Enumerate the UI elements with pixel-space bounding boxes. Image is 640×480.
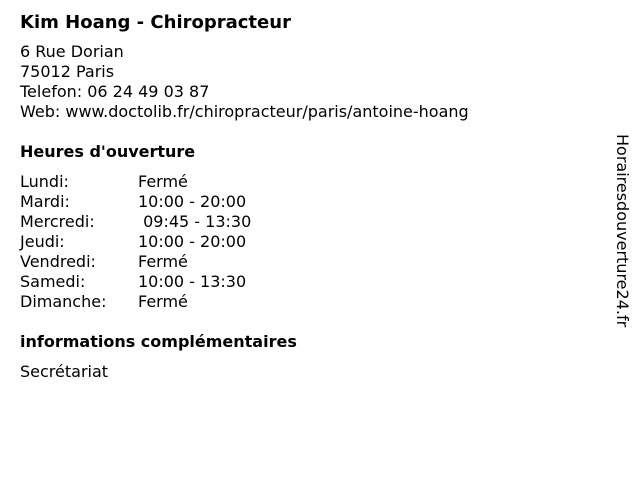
- opening-hours-list: [20, 172, 610, 312]
- listing-page: [20, 10, 610, 382]
- address-block: [20, 42, 610, 122]
- additional-info-heading: informations complémentaires: [20, 332, 297, 351]
- hours-row-monday: [20, 172, 610, 192]
- day-label: Mardi:: [20, 192, 70, 211]
- street-address: 6 Rue Dorian: [20, 42, 124, 61]
- opening-hours-heading: Heures d'ouverture: [20, 142, 196, 161]
- hours-row-sunday: [20, 292, 610, 312]
- day-hours: 10:00 - 13:30: [138, 272, 247, 291]
- day-hours: Fermé: [138, 252, 188, 271]
- day-label: Vendredi:: [20, 252, 96, 271]
- day-hours: 10:00 - 20:00: [138, 232, 247, 251]
- day-hours: 10:00 - 20:00: [138, 192, 247, 211]
- day-label: Mercredi:: [20, 212, 95, 231]
- day-label: Dimanche:: [20, 292, 107, 311]
- day-hours: 09:45 - 13:30: [138, 212, 252, 231]
- city-postal-code: 75012 Paris: [20, 62, 115, 81]
- site-watermark: Horairesdouverture24.fr: [613, 134, 632, 328]
- page-title: Kim Hoang - Chiropracteur: [20, 12, 291, 33]
- hours-row-wednesday: [20, 212, 610, 232]
- day-label: Lundi:: [20, 172, 69, 191]
- website-link[interactable]: Web: www.doctolib.fr/chiropracteur/paris/antoine-hoang: [20, 102, 469, 121]
- additional-info-value: Secrétariat: [20, 362, 109, 381]
- phone-number: Telefon: 06 24 49 03 87: [20, 82, 210, 101]
- hours-row-saturday: [20, 272, 610, 292]
- day-hours: Fermé: [138, 172, 188, 191]
- hours-row-thursday: [20, 232, 610, 252]
- day-label: Jeudi:: [20, 232, 65, 251]
- day-label: Samedi:: [20, 272, 86, 291]
- hours-row-tuesday: [20, 192, 610, 212]
- day-hours: Fermé: [138, 292, 188, 311]
- hours-row-friday: [20, 252, 610, 272]
